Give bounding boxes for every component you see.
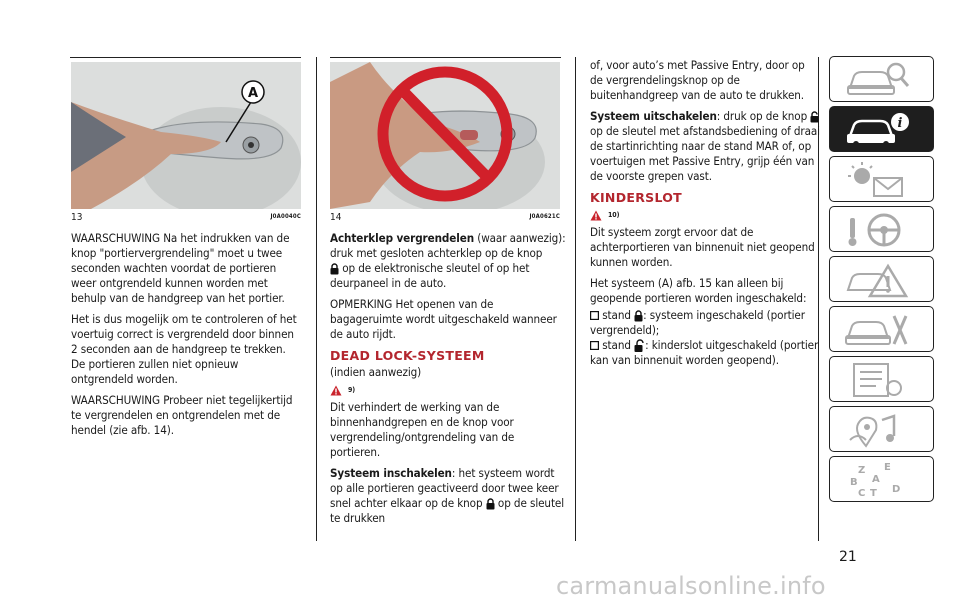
col2-paragraph-3: Dit verhindert de werking van de binnenhandgrepen en de knop voor vergrendeling/ontgrendeling van de portieren. [330, 400, 515, 459]
tab-alphabet-index[interactable] [829, 456, 934, 502]
alphabet-index-icon [844, 460, 914, 500]
col3-paragraph-3: Dit systeem zorgt ervoor dat de achterportieren van binnenuit niet geopend kunnen worden. [590, 225, 815, 269]
top-rule-col1 [70, 57, 301, 58]
figure-13-number: 13 [71, 212, 83, 223]
column-divider-2 [575, 57, 576, 541]
car-info-icon [844, 110, 914, 150]
index-letter-c: C [858, 488, 866, 499]
index-letter-t: T [870, 488, 877, 499]
padlock-open-icon [810, 111, 819, 123]
warning-triangle-icon [590, 210, 602, 221]
figure-13-code: J0A0040C [270, 213, 301, 220]
col3-paragraph-1: of, voor auto’s met Passive Entry, door op de vergrendelingsknop op de buitenhandgreep van de auto te drukken. [590, 58, 805, 102]
media-nav-icon [844, 410, 914, 450]
system-enable-label: Systeem inschakelen [330, 466, 452, 480]
index-letter-d: D [892, 484, 901, 495]
bullet-locked: stand : systeem ingeschakeld (portier vergrendeld); [590, 308, 805, 337]
col1-paragraph-2: Het is dus mogelijk om te controleren of het voertuig correct is vergrendeld door binnen 2 seconden aan de handgreep te trekken. De portieren zullen niet opnieuw ontgrendeld worden. [71, 312, 297, 386]
car-warning-icon [844, 260, 914, 300]
child-lock-warning-ref: 10) [608, 211, 620, 219]
col3-paragraph-2: Systeem uitschakelen: druk op de knop op de sleutel met afstandsbediening of draai de startinrichting naar de stand MAR of, op voertuigen met Passive Entry, grijp één van de voorste grepen vast. [590, 109, 820, 183]
car-search-icon [844, 60, 914, 100]
column-divider-1 [316, 57, 317, 541]
tab-checklist[interactable] [829, 356, 934, 402]
tailgate-lock-label: Achterklep vergrendelen [330, 231, 475, 245]
watermark: carmanualsonline.info [556, 572, 826, 600]
figure-14-caption [330, 212, 560, 226]
system-disable-label: Systeem uitschakelen [590, 109, 717, 123]
tab-car-tools[interactable] [829, 306, 934, 352]
index-letter-z: Z [858, 465, 866, 476]
col1-paragraph-1: WAARSCHUWING Na het indrukken van de knop "portiervergrendeling" moet u twee seconden wachten voordat de portieren weer ontgrendeld kunnen worden met behulp van de handgreep van het portier. [71, 231, 290, 305]
tab-car-info[interactable] [829, 106, 934, 152]
index-letter-b: B [850, 477, 858, 488]
checklist-icon [844, 360, 914, 400]
col1-paragraph-3: WAARSCHUWING Probeer niet tegelijkertijd te vergrendelen en ontgrendelen met de hendel (zie afb. 14). [71, 393, 293, 437]
warning-triangle-icon [330, 385, 342, 396]
child-lock-warning [590, 208, 820, 223]
lights-message-icon [844, 160, 914, 200]
dead-lock-warning [330, 383, 566, 398]
index-letter-a: A [872, 474, 880, 485]
padlock-closed-icon [486, 498, 495, 510]
tab-steering-wheel[interactable] [829, 206, 934, 252]
tab-car-search[interactable] [829, 56, 934, 102]
car-tools-icon [844, 310, 914, 350]
padlock-closed-icon [330, 263, 339, 275]
figure-14-number: 14 [330, 212, 342, 223]
dead-lock-heading: DEAD LOCK-SYSTEEM [330, 348, 485, 363]
svg-text:i: i [897, 116, 903, 131]
page-number: 21 [839, 549, 857, 565]
dead-lock-warning-ref: 9) [348, 386, 356, 394]
tab-lights-message[interactable] [829, 156, 934, 202]
dead-lock-note: (indien aanwezig) [330, 365, 422, 379]
col2-paragraph-4: Systeem inschakelen: het systeem wordt op alle portieren geactiveerd door twee keer snel achter elkaar op de knop op de sleutel te drukken [330, 466, 565, 525]
column-3-text [590, 58, 820, 368]
padlock-open-icon [634, 339, 645, 353]
column-2-text [330, 231, 566, 532]
col2-paragraph-1: Achterklep vergrendelen (waar aanwezig): druk met gesloten achterklep op de knop op de elektronische sleutel of op het deurpaneel in de auto. [330, 231, 566, 290]
child-lock-heading: KINDERSLOT [590, 190, 683, 205]
figure-13-door-handle [71, 62, 301, 209]
figure-14-code: J0A0621C [529, 213, 560, 220]
figure-14-door-handle-prohibited [330, 62, 560, 209]
steering-wheel-icon [844, 210, 914, 250]
col2-paragraph-2: OPMERKING Het openen van de bagageruimte wordt uitgeschakeld wanneer de auto rijdt. [330, 297, 557, 341]
figure-13-caption [71, 212, 301, 226]
padlock-closed-icon [634, 310, 643, 322]
square-bullet-icon [590, 341, 599, 350]
figure-13-callout: A [247, 86, 259, 101]
col3-paragraph-4: Het systeem (A) afb. 15 kan alleen bij geopende portieren worden ingeschakeld: [590, 276, 807, 305]
tab-car-warning[interactable] [829, 256, 934, 302]
tab-media-nav[interactable] [829, 406, 934, 452]
bullet-unlocked: stand : kinderslot uitgeschakeld (portier kan van binnenuit worden geopend). [590, 338, 819, 367]
square-bullet-icon [590, 311, 599, 320]
index-letter-e: E [884, 462, 891, 473]
column-1-text [71, 231, 303, 444]
top-rule-col2 [330, 57, 561, 58]
